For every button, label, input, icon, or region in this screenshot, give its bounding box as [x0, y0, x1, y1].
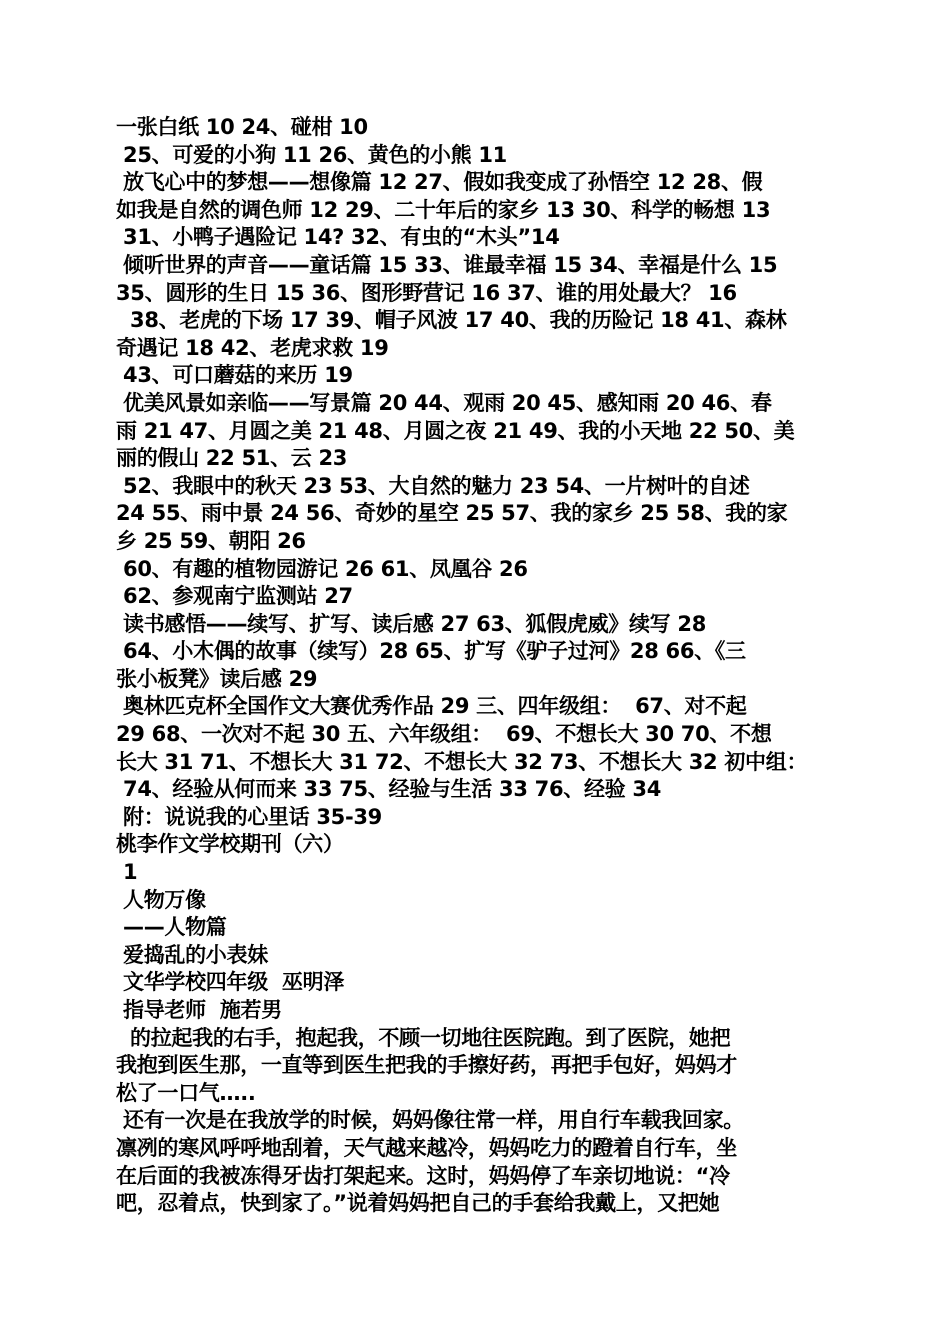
document-page [116, 114, 836, 1218]
text-line: 倾听世界的声音——童话篇 15 33、谁最幸福 15 34、幸福是什么 15 [116, 252, 778, 277]
text-line: 爱捣乱的小表妹 [116, 942, 268, 967]
text-line: 35、圆形的生日 15 36、图形野营记 16 37、谁的用处最大？ 16 [116, 280, 737, 305]
text-line: 43、可口蘑菇的来历 19 [116, 363, 353, 388]
text-line: 在后面的我被冻得牙齿打架起来。这时，妈妈停了车亲切地说：“冷 [116, 1163, 730, 1188]
text-line: 附：说说我的心里话 35-39 [116, 804, 382, 829]
text-line: 优美风景如亲临——写景篇 20 44、观雨 20 45、感知雨 20 46、春 [116, 390, 772, 415]
text-line: 38、老虎的下场 17 39、帽子风波 17 40、我的历险记 18 41、森林 [116, 308, 787, 333]
text-line: 52、我眼中的秋天 23 53、大自然的魅力 23 54、一片树叶的自述 [116, 473, 750, 498]
text-line: 雨 21 47、月圆之美 21 48、月圆之夜 21 49、我的小天地 22 50、美 [116, 418, 795, 443]
text-line: 74、经验从何而来 33 75、经验与生活 33 76、经验 34 [116, 777, 662, 802]
text-line: 吧，忍着点，快到家了。”说着妈妈把自己的手套给我戴上，又把她 [116, 1191, 720, 1216]
text-line: 长大 31 71、不想长大 31 72、不想长大 32 73、不想长大 32 初中组： [116, 749, 808, 774]
text-line: 的拉起我的右手，抱起我，不顾一切地往医院跑。到了医院，她把 [116, 1025, 731, 1050]
text-line: 乡 25 59、朝阳 26 [116, 528, 306, 553]
text-line: 1 [116, 860, 138, 885]
text-line: 29 68、一次对不起 30 五、六年级组： 69、不想长大 30 70、不想 [116, 722, 772, 747]
text-line: 31、小鸭子遇险记 14? 32、有虫的“木头”14 [116, 225, 560, 250]
text-line: 文华学校四年级 巫明泽 [116, 970, 345, 995]
text-line: 指导老师 施若男 [116, 998, 282, 1022]
text-line: 还有一次是在我放学的时候，妈妈像往常一样，用自行车载我回家。 [116, 1108, 745, 1133]
text-line: 松了一口气….. [116, 1080, 256, 1105]
text-line: 放飞心中的梦想——想像篇 12 27、假如我变成了孙悟空 12 28、假 [116, 170, 763, 195]
text-line: 25、可爱的小狗 11 26、黄色的小熊 11 [116, 142, 507, 167]
text-line: 张小板凳》读后感 29 [116, 666, 318, 691]
text-line: ——人物篇 [116, 915, 227, 940]
text-line: 一张白纸 10 24、碰柑 10 [116, 115, 368, 139]
text-line: 桃李作文学校期刊（六） [116, 832, 344, 857]
text-line: 奥林匹克杯全国作文大赛优秀作品 29 三、四年级组： 67、对不起 [116, 694, 747, 719]
text-line: 如我是自然的调色师 12 29、二十年后的家乡 13 30、科学的畅想 13 [116, 197, 771, 222]
text-line: 人物万像 [116, 887, 206, 912]
text-line: 62、参观南宁监测站 27 [116, 584, 353, 609]
text-line: 丽的假山 22 51、云 23 [116, 446, 348, 471]
text-line: 24 55、雨中景 24 56、奇妙的星空 25 57、我的家乡 25 58、我的家 [116, 501, 788, 526]
text-line: 我抱到医生那，一直等到医生把我的手擦好药，再把手包好，妈妈才 [116, 1053, 737, 1078]
text-line: 读书感悟——续写、扩写、读后感 27 63、狐假虎威》续写 28 [116, 611, 707, 636]
text-line: 60、有趣的植物园游记 26 61、凤凰谷 26 [116, 556, 528, 581]
text-line: 64、小木偶的故事（续写）28 65、扩写《驴子过河》28 66、《三 [116, 639, 746, 664]
text-line: 奇遇记 18 42、老虎求救 19 [116, 335, 389, 360]
text-line: 凛冽的寒风呼呼地刮着，天气越来越冷，妈妈吃力的蹬着自行车，坐 [116, 1135, 737, 1160]
